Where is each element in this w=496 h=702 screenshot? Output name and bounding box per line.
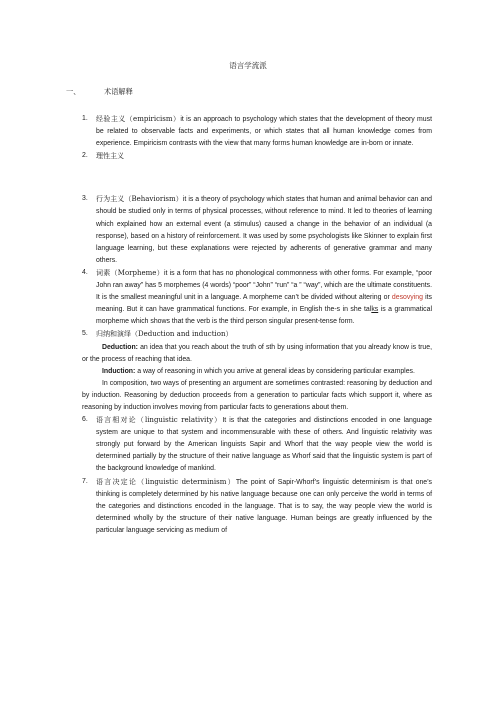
term-heading: 语言相对论（linguistic relativity） [96,416,223,425]
term-heading: 语言决定论（linguistic determinism） [96,477,236,486]
term-item-7 [82,476,432,537]
item-number: 4. [82,268,88,276]
blank-gap [82,163,432,193]
document-title: 语言学流派 [229,61,267,70]
term-definition: it is an approach to psychology which states that the development of theory must be related to observable facts and experiments, or which states that all human knowledge comes from experience. Empiricism contrasts with the view that many forms human knowledge are in-born or innate. [96,116,432,148]
deduction-label: Deduction: [102,343,138,351]
deduction-definition: an idea that you reach about the truth of sth by using information that you already know is true, or the process of reaching that idea. [82,343,432,363]
term-item-3 [82,193,432,267]
section-label: 术语解释 [104,87,133,96]
deduction-paragraph [82,342,432,366]
item-number: 6. [82,416,88,424]
term-heading: 经验主义（empiricism） [96,115,181,123]
underlined-text: ks [371,306,379,314]
term-item-2 [82,150,432,163]
term-item-6 [82,414,432,475]
item-number: 3. [82,195,88,203]
induction-definition: a way of reasoning in which you arrive at general ideas by considering particular examples. [137,367,415,375]
term-definition: The point of Sapir-Whorf’s linguistic determinism is that one’s thinking is completely determined by his native language because one can only perceive the world in terms of the categories and distinctions encoded in the language. That is to say, the way people view the world is determined wholly by the structure of their native language. Human beings are greatly influenced by the particular language servicing as medium of [96,478,432,534]
induction-label: Induction: [102,367,136,375]
term-definition-part-b: its meaning. But it can have grammatical functions. For example, in English the-s in she tal [96,294,432,314]
term-heading: 理性主义 [96,152,124,161]
item-number: 7. [82,477,88,485]
term-heading: 词素（Morpheme） [96,268,164,277]
item-number: 1. [82,115,88,122]
composition-paragraph: In composition, two ways of presenting an argument are sometimes contrasted: reasoning by deduction and by induction. Reasoning by deduction proceeds from a generation to particular facts which support it, where as reasoning by induction involves moving from particular facts to generations about them. [82,379,432,411]
term-heading: 归纳和演绎（Deduction and induction） [96,330,233,339]
term-definition: it is a theory of psychology which states that human and animal behavior can and should be studied only in terms of physical processes, without reference to mind. It led to theories of learning which explained how an external event (a stimulus) caused a change in the behavior of an individual (a response), based on a history of reinforcement. It was used by some psychologists like Skinner to explain first language learning, but these explanations were rejected by adherents of generative grammar and many others. [96,196,432,264]
term-item-5 [82,328,432,414]
section-number: 一、 [66,87,81,96]
misspelled-word: desovying [391,294,423,302]
term-definition: It is that the categories and distinctions encoded in one language system are unique to that system and incommensurable with these of others. And linguistic relativity was strongly put forward by the American linguists Sapir and Whorf that the way people view the world is determined partially by the structure of their native language as Whorf said that the linguistic system is part of the background knowledge of mankind. [96,417,432,473]
term-list [82,113,432,537]
term-heading: 行为主义（Behaviorism） [96,195,183,204]
term-definition-part-a: it is a form that has no phonological commonness with other forms. For example, “poor John ran away” has 5 morphemes (4 words) “poor” “John” “run” “a ” “way”, which are the ultimate constituents. It is the smallest meaningful unit in a language. A morpheme can’t be divided without altering or [96,269,432,302]
term-item-1 [82,113,432,150]
induction-paragraph [82,366,432,378]
section-heading [66,87,133,97]
term-item-4 [82,267,432,328]
term-definition-part-c: is a grammatical morpheme which shows that the verb is the third person singular present-tense form. [96,306,432,326]
item-number: 2. [82,152,88,160]
item-number: 5. [82,330,88,338]
